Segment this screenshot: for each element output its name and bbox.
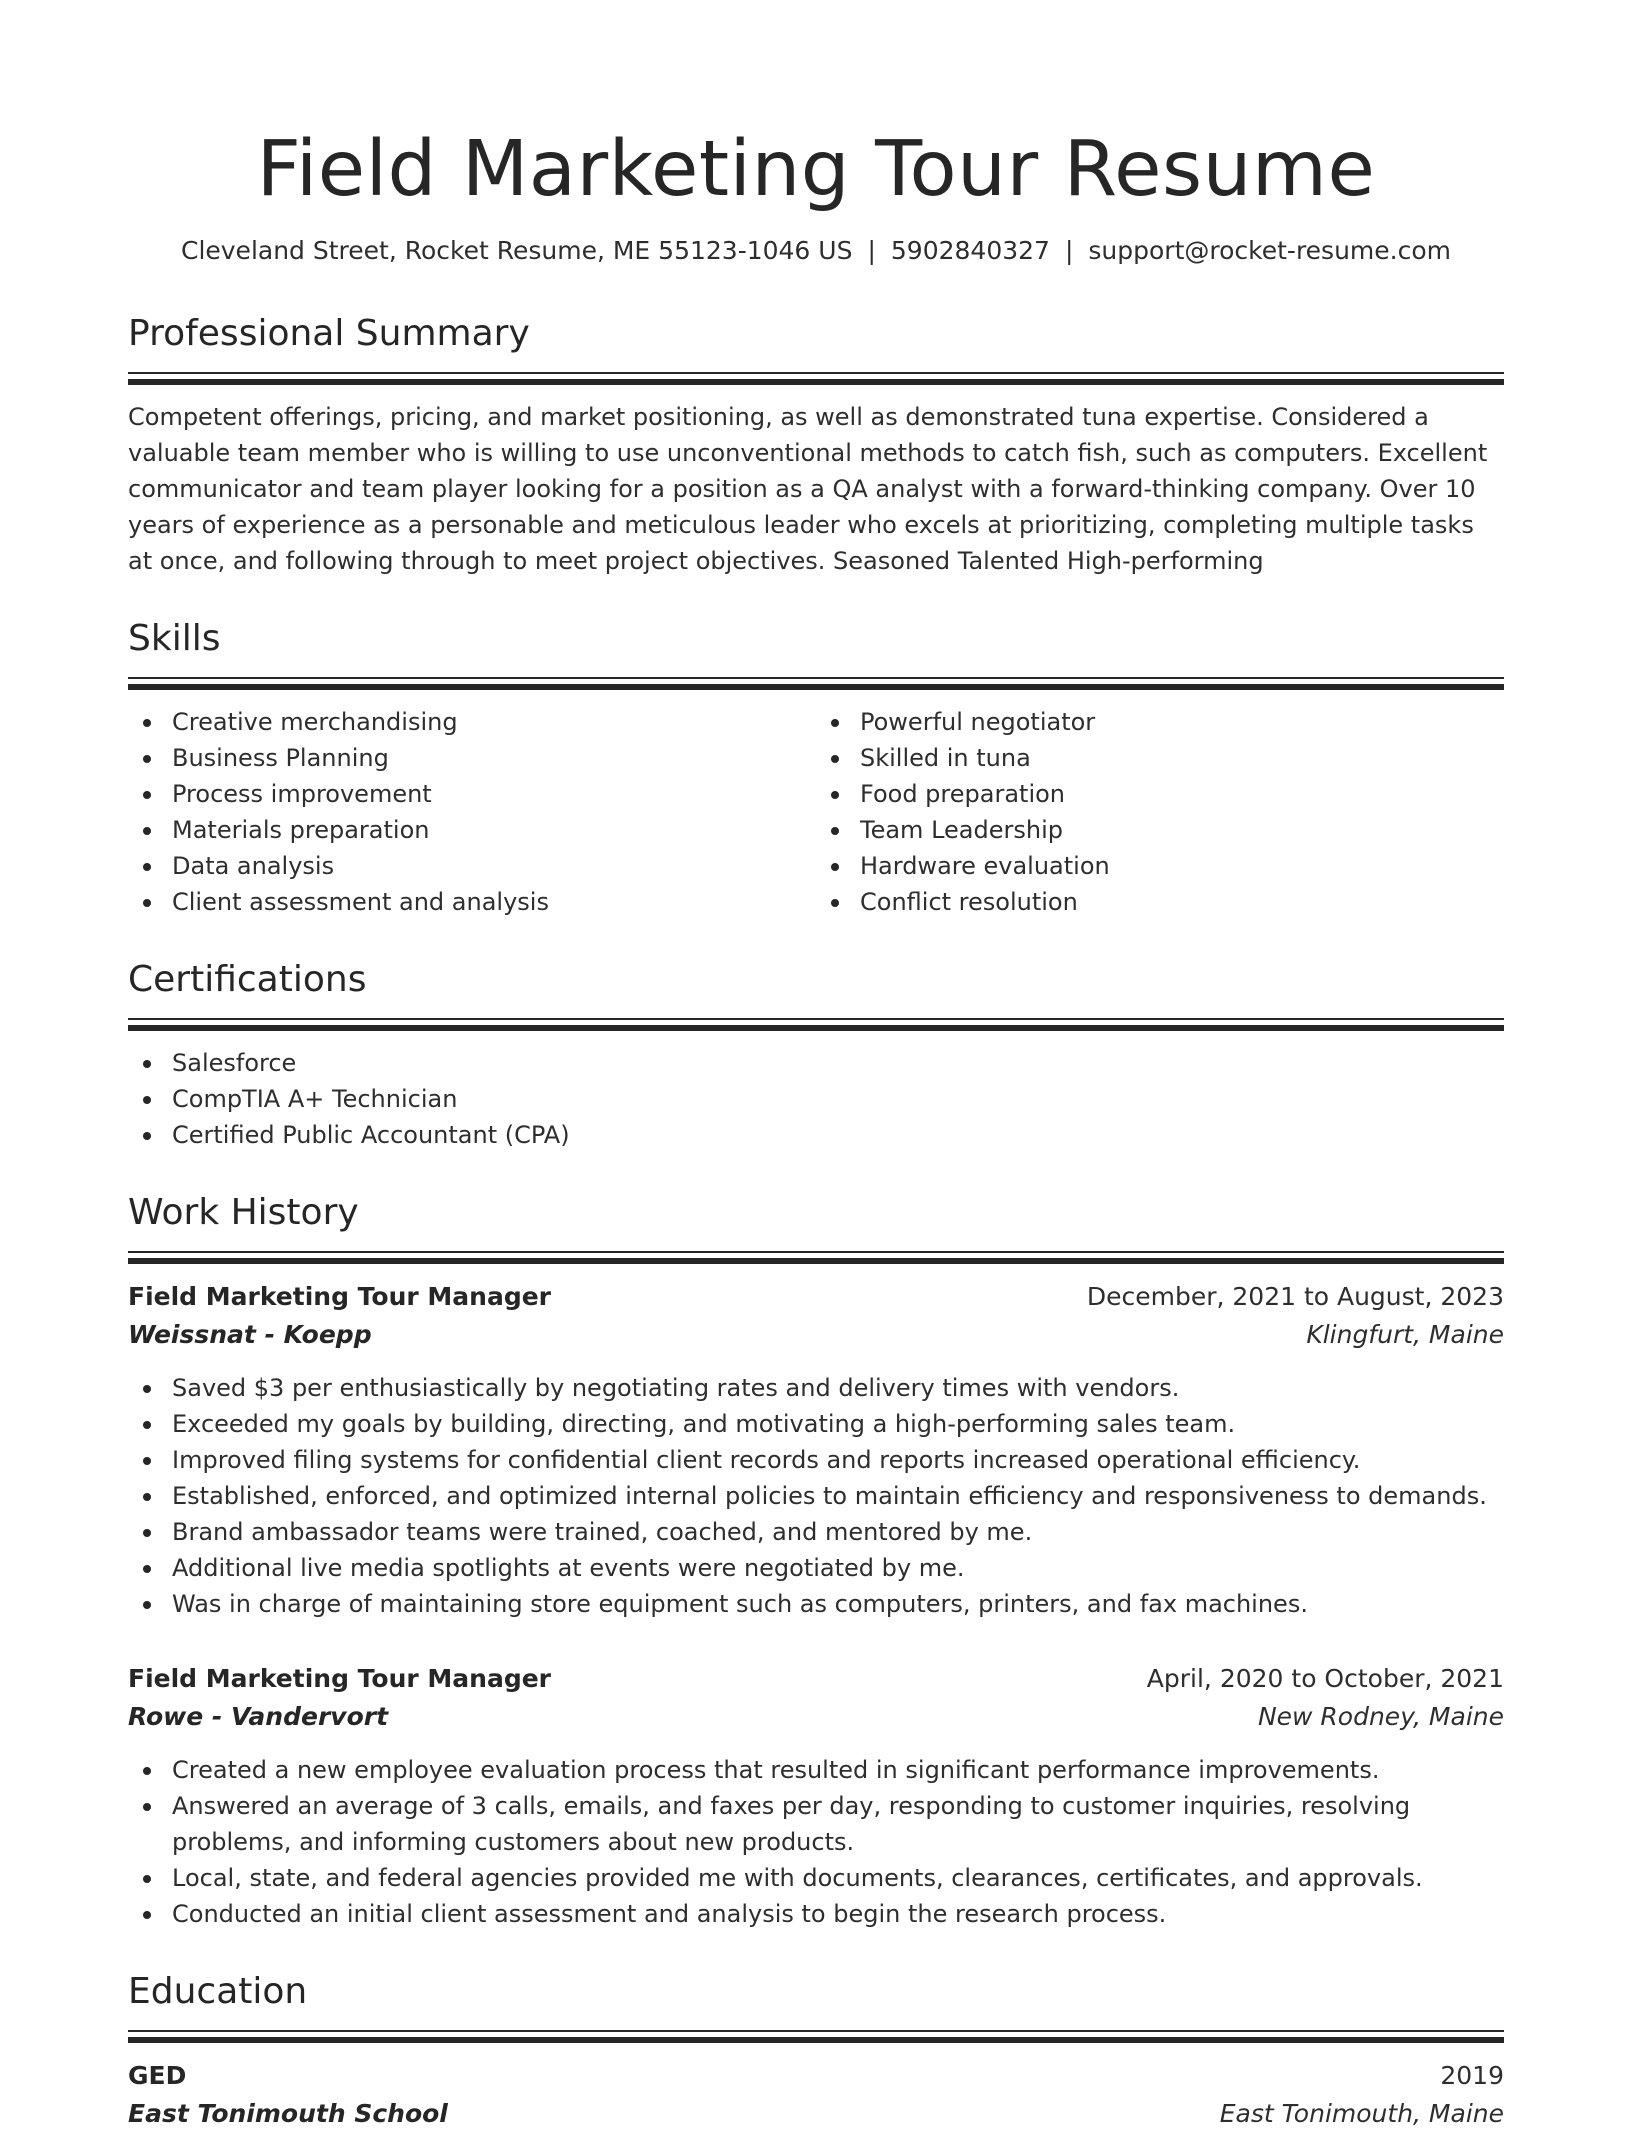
job-bullet: Created a new employee evaluation process that resulted in significant performance improvements. — [128, 1752, 1504, 1788]
job-company-row — [128, 1316, 1504, 1354]
section-title-summary: Professional Summary — [128, 313, 530, 354]
job-bullet: Answered an average of 3 calls, emails, and faxes per day, responding to customer inquiries, resolving problems, and informing customers about new products. — [128, 1788, 1504, 1860]
skill-item: Data analysis — [128, 848, 816, 884]
summary-text: Competent offerings, pricing, and market positioning, as well as demonstrated tuna expertise. Considered a valuable team member who is willing to use unconventional methods to catch fish, such as computers. Excellent communicator and team player looking for a position as a QA analyst with a forward-thinking company. Over 10 years of experience as a personable and meticulous leader who excels at prioritizing, completing multiple tasks at once, and following through to meet project objectives. Seasoned Talented High-performing — [128, 403, 1488, 575]
certifications-section — [128, 958, 1504, 1153]
section-divider-thick — [128, 379, 1504, 385]
job-bullet: Brand ambassador teams were trained, coached, and mentored by me. — [128, 1514, 1504, 1550]
certifications-list — [128, 1045, 1504, 1153]
job-bullet: Conducted an initial client assessment and analysis to begin the research process. — [128, 1896, 1504, 1932]
section-title-education: Education — [128, 1971, 308, 2012]
job-header-row — [128, 1660, 1504, 1698]
section-divider — [128, 677, 1504, 679]
skill-item: Hardware evaluation — [816, 848, 1504, 884]
job-entry — [128, 1278, 1504, 1622]
skills-columns — [128, 704, 1504, 920]
job-bullet: Local, state, and federal agencies provided me with documents, clearances, certificates, and approvals. — [128, 1860, 1504, 1896]
contact-line — [128, 234, 1504, 268]
skill-item: Skilled in tuna — [816, 740, 1504, 776]
job-company: Weissnat - Koepp — [128, 1320, 372, 1349]
job-title: Field Marketing Tour Manager — [128, 1664, 552, 1693]
skill-item: Team Leadership — [816, 812, 1504, 848]
skill-item: Business Planning — [128, 740, 816, 776]
job-company-row — [128, 1698, 1504, 1736]
job-bullets — [128, 1370, 1504, 1622]
resume-title: Field Marketing Tour Resume — [256, 125, 1376, 214]
education-degree: GED — [128, 2061, 187, 2090]
work-history-section — [128, 1191, 1504, 1932]
skill-item: Food preparation — [816, 776, 1504, 812]
skill-item: Materials preparation — [128, 812, 816, 848]
section-title-skills: Skills — [128, 618, 221, 659]
skills-section — [128, 617, 1504, 920]
section-divider — [128, 2030, 1504, 2032]
section-divider-thick — [128, 1025, 1504, 1031]
job-entry — [128, 1660, 1504, 1932]
certification-item: CompTIA A+ Technician — [128, 1081, 1504, 1117]
skill-item: Process improvement — [128, 776, 816, 812]
skill-item: Creative merchandising — [128, 704, 816, 740]
certification-item: Certified Public Accountant (CPA) — [128, 1117, 1504, 1153]
job-bullet: Exceeded my goals by building, directing, and motivating a high-performing sales team. — [128, 1406, 1504, 1442]
contact-address: Cleveland Street, Rocket Resume, ME 55123-1046 US — [180, 236, 853, 265]
job-location: New Rodney, Maine — [1257, 1702, 1504, 1731]
job-header-row — [128, 1278, 1504, 1316]
education-school-row — [128, 2095, 1504, 2133]
job-bullet: Additional live media spotlights at events were negotiated by me. — [128, 1550, 1504, 1586]
education-header-row — [128, 2057, 1504, 2095]
certification-item: Salesforce — [128, 1045, 1504, 1081]
summary-section — [128, 312, 1504, 579]
job-title: Field Marketing Tour Manager — [128, 1282, 552, 1311]
job-bullet: Improved filing systems for confidential client records and reports increased operational efficiency. — [128, 1442, 1504, 1478]
education-section — [128, 1970, 1504, 2133]
section-divider-thick — [128, 684, 1504, 690]
section-divider-thick — [128, 2037, 1504, 2043]
skills-list-right — [816, 704, 1504, 920]
job-company: Rowe - Vandervort — [128, 1702, 389, 1731]
contact-separator: | — [1064, 236, 1074, 265]
skill-item: Powerful negotiator — [816, 704, 1504, 740]
job-bullets — [128, 1752, 1504, 1932]
contact-separator: | — [867, 236, 876, 265]
contact-phone: 5902840327 — [890, 236, 1050, 265]
job-bullet: Saved $3 per enthusiastically by negotiating rates and delivery times with vendors. — [128, 1370, 1504, 1406]
education-year: 2019 — [1440, 2061, 1504, 2090]
job-dates: December, 2021 to August, 2023 — [1086, 1282, 1504, 1311]
skills-list-left — [128, 704, 816, 920]
skill-item: Conflict resolution — [816, 884, 1504, 920]
skill-item: Client assessment and analysis — [128, 884, 816, 920]
section-divider — [128, 372, 1504, 374]
job-dates: April, 2020 to October, 2021 — [1146, 1664, 1504, 1693]
education-school: East Tonimouth School — [128, 2099, 448, 2128]
section-title-work-history: Work History — [128, 1192, 359, 1233]
job-location: Klingfurt, Maine — [1306, 1320, 1504, 1349]
job-bullet: Established, enforced, and optimized internal policies to maintain efficiency and responsiveness to demands. — [128, 1478, 1504, 1514]
section-divider — [128, 1018, 1504, 1020]
education-entry — [128, 2057, 1504, 2133]
section-divider-thick — [128, 1258, 1504, 1264]
contact-email: support@rocket-resume.com — [1088, 236, 1452, 265]
education-location: East Tonimouth, Maine — [1219, 2099, 1504, 2128]
section-divider — [128, 1251, 1504, 1253]
section-title-certifications: Certifications — [128, 959, 367, 1000]
job-bullet: Was in charge of maintaining store equipment such as computers, printers, and fax machines. — [128, 1586, 1504, 1622]
